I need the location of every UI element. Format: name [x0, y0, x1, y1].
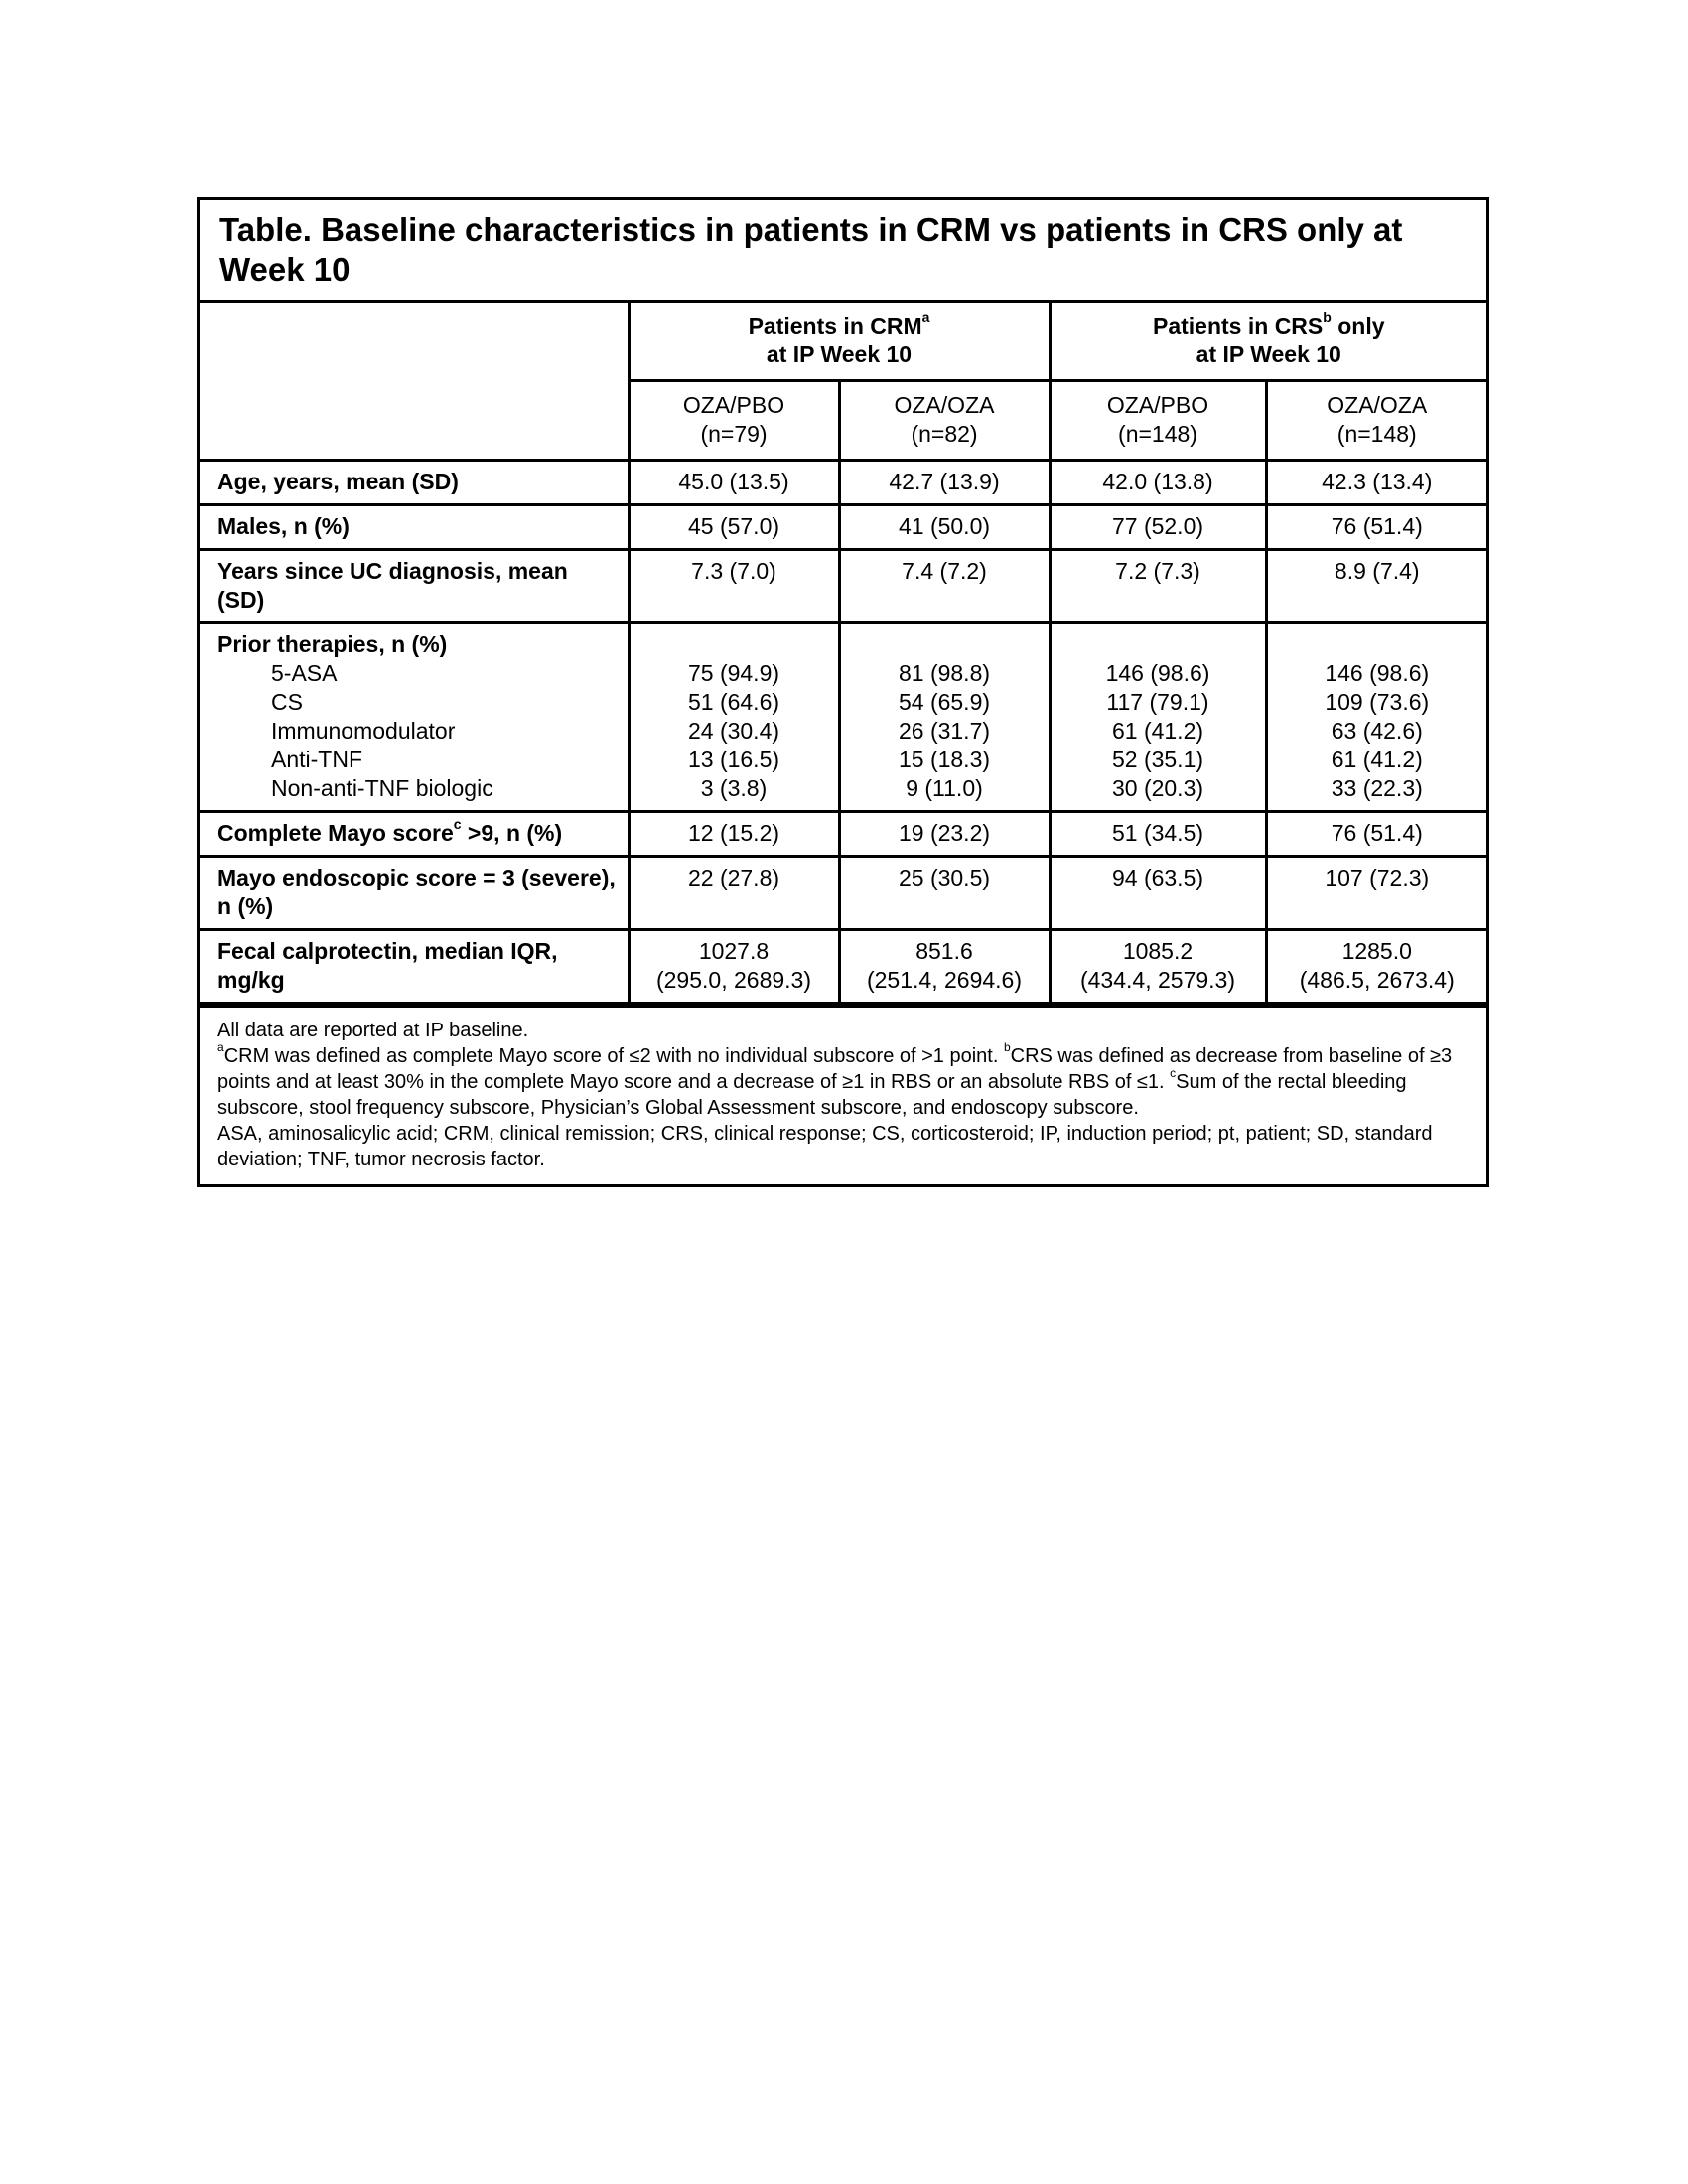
table-cell: 25 (30.5): [839, 857, 1050, 930]
table-cell: 851.6 (251.4, 2694.6): [839, 930, 1050, 1004]
table-row-prior-therapies: [200, 623, 1486, 812]
table-row-fecal-calprotectin: [200, 930, 1486, 1004]
footnote-baseline: All data are reported at IP baseline.: [217, 1020, 529, 1041]
column-header: OZA/OZA (n=148): [1266, 381, 1486, 461]
table-cell: 7.4 (7.2): [839, 550, 1050, 623]
table-cell: 94 (63.5): [1050, 857, 1266, 930]
column-header: OZA/OZA (n=82): [839, 381, 1050, 461]
row-label: Males, n (%): [200, 505, 629, 550]
table-cell: 1285.0 (486.5, 2673.4): [1266, 930, 1486, 1004]
table-row-endoscopic: [200, 857, 1486, 930]
row-label: Mayo endoscopic score = 3 (severe), n (%): [200, 857, 629, 930]
table-row-males: [200, 505, 1486, 550]
row-label: Years since UC diagnosis, mean (SD): [200, 550, 629, 623]
footnote-abbreviations: ASA, aminosalicylic acid; CRM, clinical remission; CRS, clinical response; CS, corticosteroid; IP, induction period; pt, patient; SD, standard deviation; TNF, tumor necrosis factor.: [217, 1123, 1433, 1170]
sub-item-label: Anti-TNF: [271, 747, 362, 772]
table-cell: 45.0 (13.5): [629, 461, 839, 505]
table-cell: 45 (57.0): [629, 505, 839, 550]
sub-item-label: 5-ASA: [271, 660, 338, 686]
table-row-years-since-diagnosis: [200, 550, 1486, 623]
group-header-crs: Patients in CRS$^b$ only at IP Week 10: [1050, 303, 1486, 381]
table-cell: 146 (98.6) 117 (79.1) 61 (41.2) 52 (35.1) 30 (20.3): [1050, 623, 1266, 812]
table-cell: 41 (50.0): [839, 505, 1050, 550]
table-cell: 7.2 (7.3): [1050, 550, 1266, 623]
table-cell: 12 (15.2): [629, 812, 839, 857]
table-cell: 1027.8 (295.0, 2689.3): [629, 930, 839, 1004]
row-label: Fecal calprotectin, median IQR, mg/kg: [200, 930, 629, 1004]
column-header: OZA/PBO (n=79): [629, 381, 839, 461]
sub-item-label: Immunomodulator: [271, 718, 456, 744]
table-footnote: [200, 1005, 1486, 1184]
row-label: Complete Mayo score$^c$ >9, n (%): [200, 812, 629, 857]
baseline-characteristics-table: [197, 197, 1489, 1187]
table-cell: 75 (94.9) 51 (64.6) 24 (30.4) 13 (16.5) 3 (3.8): [629, 623, 839, 812]
row-label: Prior therapies, n (%) 5-ASA CS Immunomodulator Anti-TNF Non-anti-TNF biologic: [200, 623, 629, 812]
table-cell: 42.7 (13.9): [839, 461, 1050, 505]
table-cell: 19 (23.2): [839, 812, 1050, 857]
table-cell: 42.3 (13.4): [1266, 461, 1486, 505]
header-empty-cell: [200, 303, 629, 461]
table-row-age: [200, 461, 1486, 505]
table-cell: 42.0 (13.8): [1050, 461, 1266, 505]
table-cell: 8.9 (7.4): [1266, 550, 1486, 623]
table-cell: 7.3 (7.0): [629, 550, 839, 623]
table-cell: 76 (51.4): [1266, 505, 1486, 550]
group-header-crm: Patients in CRM$^a$ at IP Week 10: [629, 303, 1050, 381]
table-row-complete-mayo: [200, 812, 1486, 857]
table-cell: 1085.2 (434.4, 2579.3): [1050, 930, 1266, 1004]
column-header: OZA/PBO (n=148): [1050, 381, 1266, 461]
table-cell: 81 (98.8) 54 (65.9) 26 (31.7) 15 (18.3) 9 (11.0): [839, 623, 1050, 812]
sub-item-label: CS: [271, 689, 303, 715]
table-cell: 51 (34.5): [1050, 812, 1266, 857]
group-header-row: [200, 303, 1486, 381]
table-title: Table. Baseline characteristics in patients in CRM vs patients in CRS only at Week 10: [200, 200, 1486, 303]
table-cell: 146 (98.6) 109 (73.6) 63 (42.6) 61 (41.2) 33 (22.3): [1266, 623, 1486, 812]
table-cell: 22 (27.8): [629, 857, 839, 930]
data-table: [200, 303, 1486, 1005]
footnote-definitions: $^a$CRM was defined as complete Mayo score of ≤2 with no individual subscore of >1 point. $^b$CRS was defined as decrease from baseline of ≥3 points and at least 30% in the complete Mayo score and a decrease of ≥1 in RBS or an absolute RBS of ≤1. $^c$Sum of the rectal bleeding subscore, stool frequency subscore, Physician’s Global Assessment subscore, and endoscopy subscore.: [217, 1040, 1453, 1119]
table-cell: 76 (51.4): [1266, 812, 1486, 857]
row-label: Age, years, mean (SD): [200, 461, 629, 505]
table-cell: 107 (72.3): [1266, 857, 1486, 930]
sub-item-label: Non-anti-TNF biologic: [271, 775, 493, 801]
table-cell: 77 (52.0): [1050, 505, 1266, 550]
